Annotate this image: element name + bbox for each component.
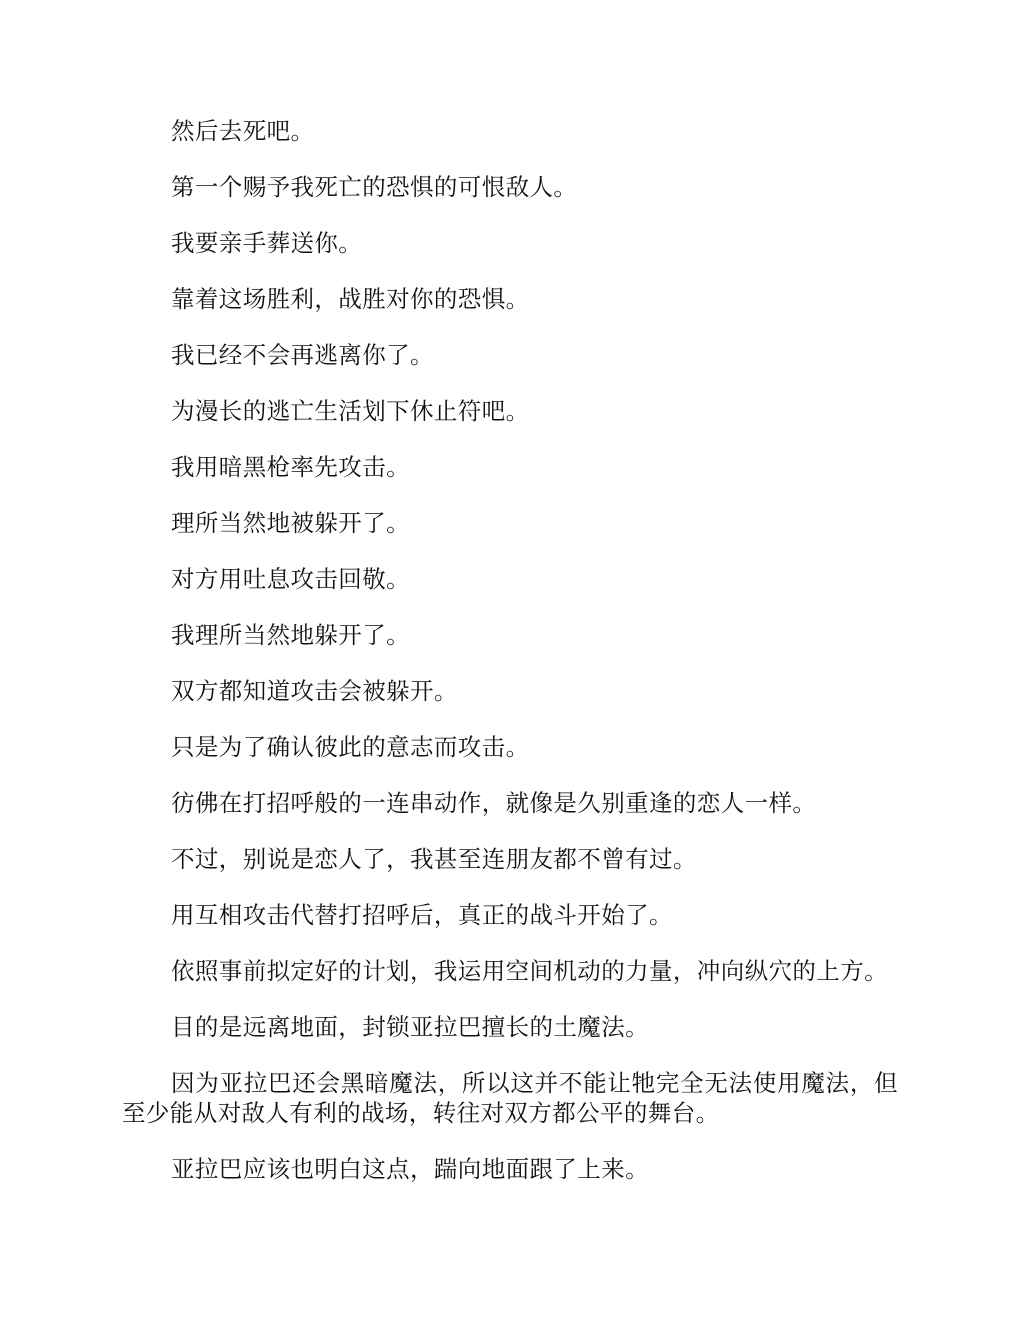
paragraph: 靠着这场胜利，战胜对你的恐惧。	[171, 285, 530, 313]
paragraph: 我理所当然地躲开了。	[171, 621, 410, 649]
paragraph: 彷佛在打招呼般的一连串动作，就像是久别重逢的恋人一样。	[171, 789, 817, 817]
paragraph: 我要亲手葬送你。	[171, 229, 363, 257]
paragraph: 双方都知道攻击会被躲开。	[171, 677, 458, 705]
paragraph: 我已经不会再逃离你了。	[171, 341, 434, 369]
paragraph: 依照事前拟定好的计划，我运用空间机动的力量，冲向纵穴的上方。	[171, 957, 888, 985]
paragraph: 用互相攻击代替打招呼后，真正的战斗开始了。	[171, 901, 673, 929]
paragraph: 我用暗黑枪率先攻击。	[171, 453, 410, 481]
paragraph: 只是为了确认彼此的意志而攻击。	[171, 733, 530, 761]
paragraph: 然后去死吧。	[171, 117, 315, 145]
paragraph: 亚拉巴应该也明白这点，踹向地面跟了上来。	[171, 1155, 649, 1183]
paragraph: 为漫长的逃亡生活划下休止符吧。	[171, 397, 530, 425]
paragraph: 因为亚拉巴还会黑暗魔法，所以这并不能让牠完全无法使用魔法，但至少能从对敌人有利的战场，转往对双方都公平的舞台。	[122, 1069, 898, 1127]
paragraph: 不过，别说是恋人了，我甚至连朋友都不曾有过。	[171, 845, 697, 873]
document-body	[122, 116, 898, 1184]
paragraph: 目的是远离地面，封锁亚拉巴擅长的土魔法。	[171, 1013, 649, 1041]
paragraph: 理所当然地被躲开了。	[171, 509, 410, 537]
paragraph: 对方用吐息攻击回敬。	[171, 565, 410, 593]
paragraph: 第一个赐予我死亡的恐惧的可恨敌人。	[171, 173, 578, 201]
